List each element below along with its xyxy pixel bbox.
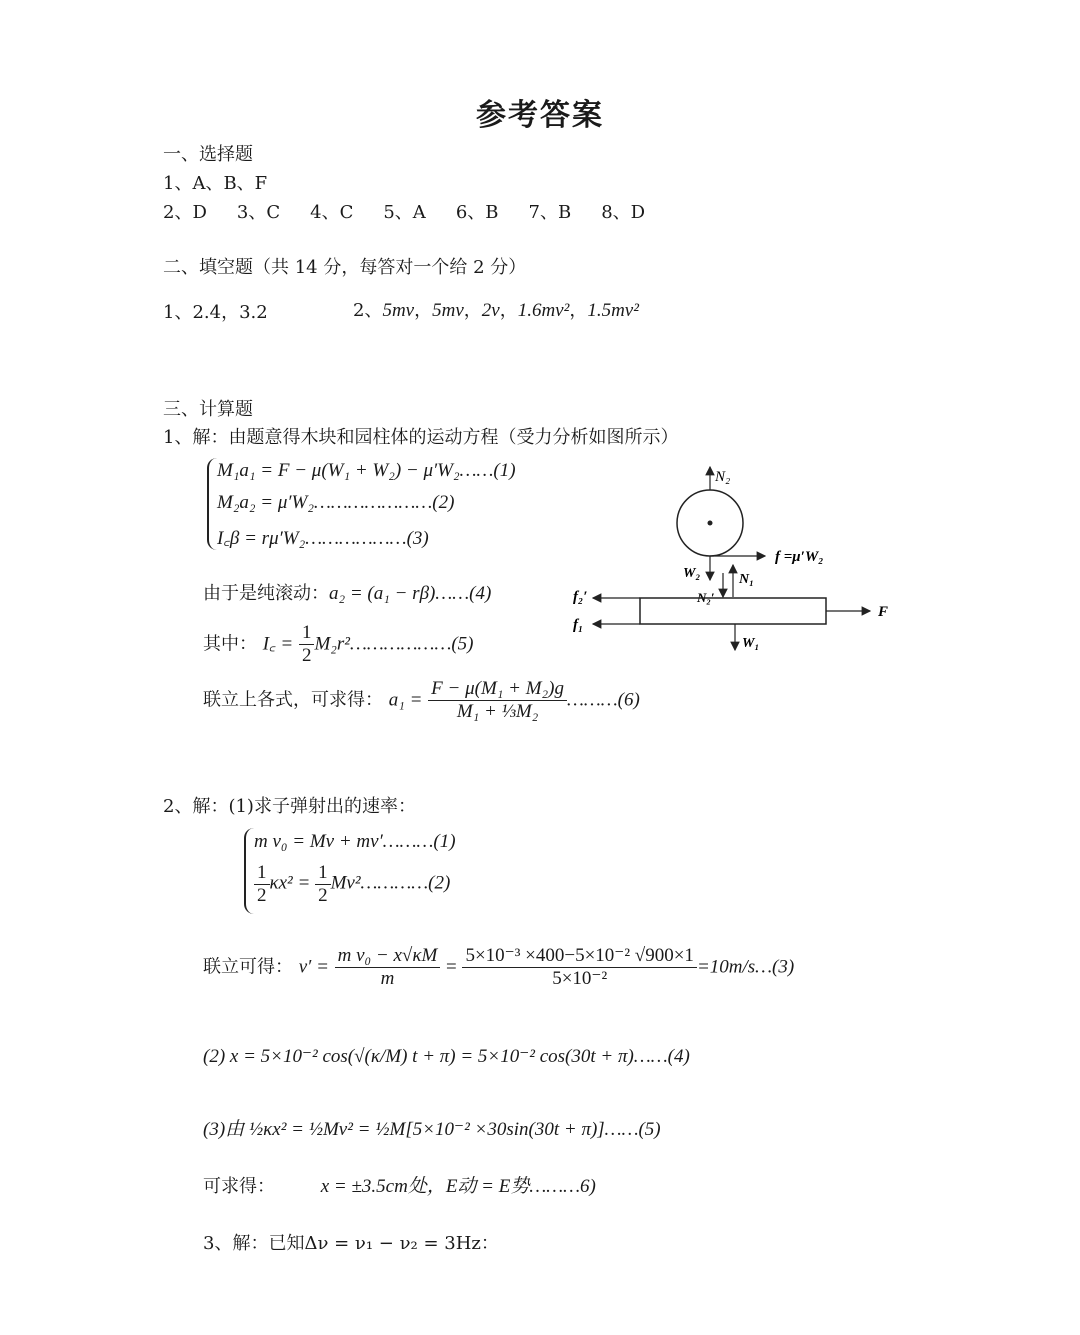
p2-equation-1: m v₀ = Mv + mv′………(1) [254,831,456,852]
p1-equation-2: M₂a₂ = μ′W₂…………………(2) [217,492,455,513]
friction-label: f =μ′W₂ [775,549,824,565]
equation-brace [207,458,217,550]
section1-answers [163,198,675,224]
p2-part3: (3)由 ½κx² = ½Mv² = ½M[5×10⁻² ×30sin(30t + π)]……(5) [203,1119,661,1140]
cylinder-center [708,521,713,526]
section2-answer1: 1、2.4，3.2 [163,302,268,323]
p1-rolling: 由于是纯滚动：a₂ = (a₁ − rβ)……(4) [203,583,492,604]
problem2-intro: 2、解：(1)求子弹射出的速率： [163,796,416,817]
p1-where: 其中： I꜀ = $\frac{1}{2}$ M₂r²………………(5) [203,622,474,666]
page-title: 参考答案 [476,98,604,133]
answer-item: 5、A [383,202,426,223]
n2-label: N₂ [715,469,731,485]
p1-equation-3: I꜀β = rμ′W₂………………(3) [217,528,429,549]
p2-combine: 联立可得： v′ = $\frac{\text{m v₀ − x√κM}}{m}$ = $\frac{\text{5×10⁻³ ×400−5×10⁻² √900×1}}{\text{5×10⁻²}}$ =10m/s…(3) [203,945,795,989]
answer-item: 2、D [163,202,207,223]
a1-fraction: $\frac{\text{F − μ(M₁ + M₂)g}}{\text{M₁ + ⅓M₂}}$ [428,678,567,723]
p1-equation-1: M₁a₁ = F − μ(W₁ + W₂) − μ′W₂……(1) [217,460,516,481]
f-force-label: F [878,604,889,620]
answer-item: 8、D [601,202,646,223]
answer-item: 4、C [310,202,354,223]
problem3-intro: 3、解：已知Δν = ν₁ − ν₂ = 3Hz： [203,1233,499,1254]
numeric-fraction: $\frac{\text{5×10⁻³ ×400−5×10⁻² √900×1}}{\text{5×10⁻²}}$ [462,945,696,990]
problem1-intro: 1、解：由题意得木块和园柱体的运动方程（受力分析如图所示） [163,427,679,448]
half-fraction: $\frac{1}{2}$ [299,622,315,667]
answer-item: 7、B [528,202,572,223]
equation-brace [244,828,254,914]
f2-label: f₂′ [573,589,588,605]
f1-label: f₁ [573,617,584,633]
p2-part2: (2) x = 5×10⁻² cos(√(κ/M) t + π) = 5×10⁻² cos(30t + π)……(4) [203,1046,690,1067]
v-prime-fraction: $\frac{\text{m v₀ − x√κM}}{m}$ [335,945,441,990]
p2-result: 可求得： x = ±3.5cm处，E动 = E势………6) [203,1176,596,1197]
force-diagram [565,455,905,655]
w2-label: W₂ [683,566,701,581]
section3-heading: 三、计算题 [163,399,253,420]
n1-label: N₁ [739,572,754,587]
answer-item: 6、B [455,202,499,223]
section2-answer2: 2、5mv，5mv，2v，1.6mv²，1.5mv² [353,300,639,321]
n2prime-label: N₂′ [697,590,715,605]
section1-heading: 一、选择题 [163,144,253,165]
section1-q1: 1、A、B、F [163,173,268,194]
section2-heading: 二、填空题（共 14 分，每答对一个给 2 分） [163,257,527,278]
p1-combine: 联立上各式，可求得： a₁ = $\frac{\text{F − μ(M₁ + M₂)g}}{\text{M₁ + ⅓M₂}}$ ………(6) [203,678,640,722]
p2-equation-2: $\frac{1}{2}$ κx² = $\frac{1}{2}$ Mv²…………(2) [254,862,450,907]
w1-label: W₁ [742,636,760,651]
answer-item: 3、C [236,202,281,223]
wood-block [640,598,826,624]
